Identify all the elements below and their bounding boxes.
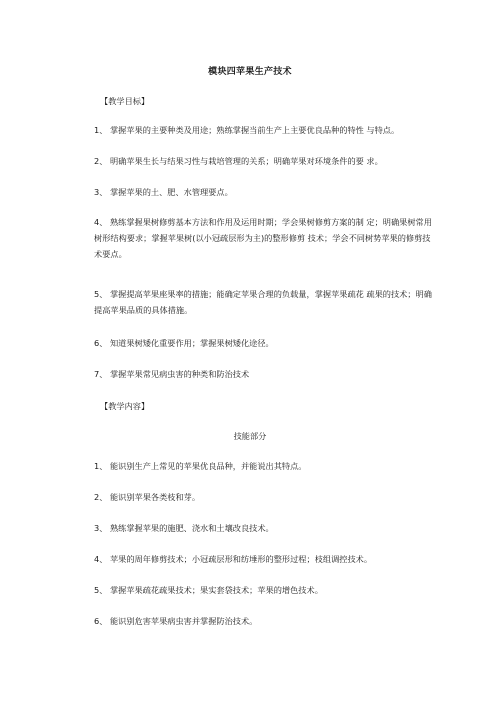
goal-item-2: 2、 明确苹果生长与结果习性与栽培管理的关系；明确苹果对环境条件的要 求。 [94,156,383,166]
skill-item-1: 1、 能识别生产上常见的苹果优良品种，并能说出其特点。 [94,461,307,471]
goal-item-4: 4、 熟练掌握果树修剪基本方法和作用及运用时期；学会果树修剪方案的制 定；明确果树常用树形结构要求；掌握苹果树(以小冠疏层形为主)的整形修剪 技术；学会不同树势苹果的修剪技术要点。 [94,217,432,259]
goal-item-6: 6、 知道果树矮化重要作用；掌握果树矮化途径。 [94,338,274,348]
content-heading: 【教学内容】 [100,401,150,411]
goals-heading: 【教学目标】 [100,96,150,106]
skills-heading: 技能部分 [233,431,267,441]
skill-item-5: 5、 掌握苹果疏花疏果技术；果实套袋技术；苹果的增色技术。 [94,585,323,595]
skill-item-4: 4、 苹果的周年修剪技术；小冠疏层形和纺埵形的整形过程；枝组调控技术。 [94,554,373,564]
goal-item-3: 3、 掌握苹果的土、肥、水管理要点。 [94,187,233,197]
skill-item-6: 6、 能识别危害苹果病虫害并掌握防治技术。 [94,616,258,626]
goal-item-5: 5、 掌握提高苹果座果率的措施；能确定苹果合理的负载量，掌握苹果疏花 疏果的技术；明确提高苹果品质的具体措施。 [94,289,432,315]
goal-item-7: 7、 掌握苹果常见病虫害的种类和防治技术 [94,369,250,379]
document-title: 模块四苹果生产技术 [208,67,292,77]
skill-item-3: 3、 熟练掌握苹果的施肥、浇水和土壤改良技术。 [94,523,274,533]
skill-item-2: 2、 能识别苹果各类枝和芽。 [94,492,201,502]
goal-item-1: 1、 掌握苹果的主要种类及用途；熟练掌握当前生产上主要优良品种的特性 与特点。 [94,125,400,135]
